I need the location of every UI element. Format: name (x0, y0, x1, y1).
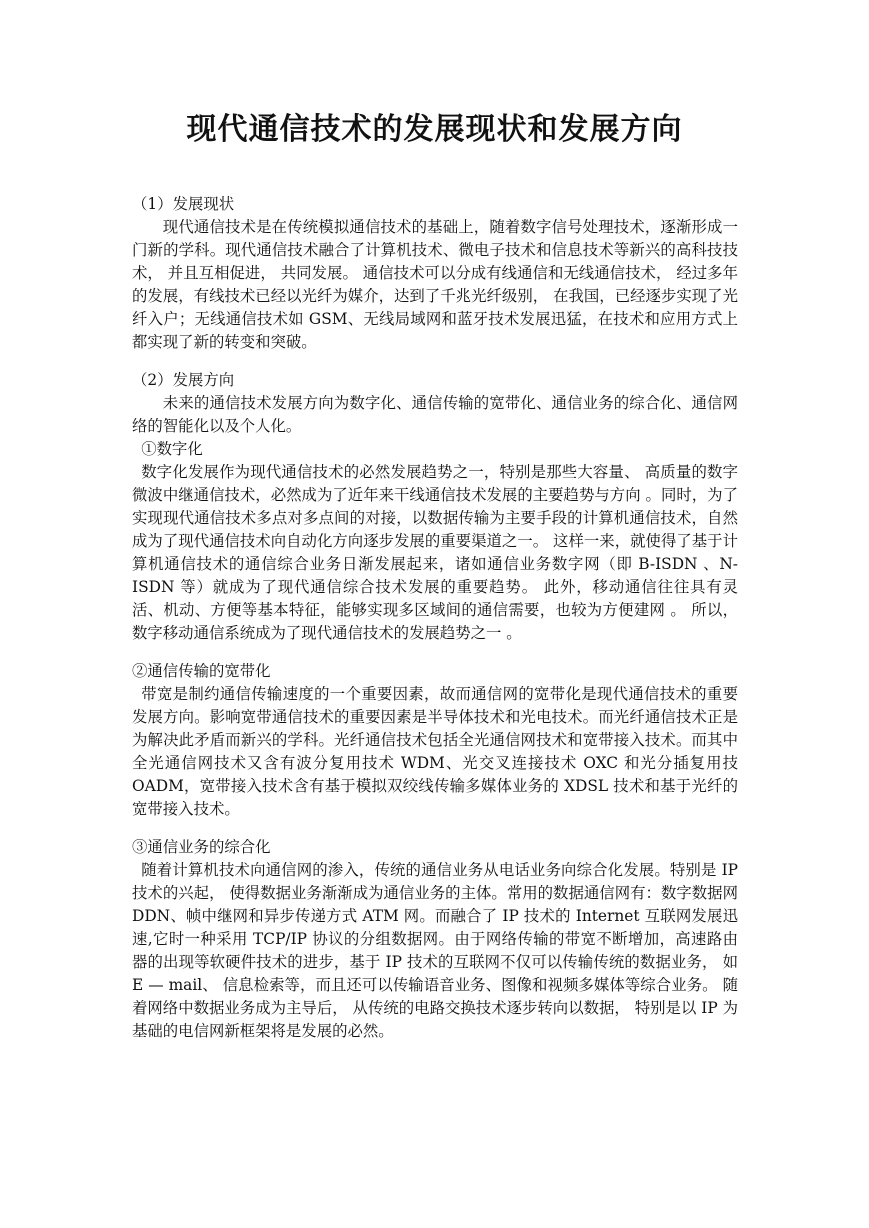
paragraph-direction-intro: 未来的通信技术发展方向为数字化、通信传输的宽带化、通信业务的综合化、通信网络的智能化以及个人化。 (132, 394, 738, 435)
document-body (132, 193, 738, 1043)
spacer (132, 645, 738, 660)
paragraph-broadband: 带宽是制约通信传输速度的一个重要因素，故而通信网的宽带化是现代通信技术的重要发展方向。影响宽带通信技术的重要因素是半导体技术和光电技术。而光纤通信技术正是为解决此矛盾而新兴的学科。光纤通信技术包括全光通信网技术和宽带接入技术。而其中全光通信网技术又含有波分复用技术 WDM、光交叉连接技术 OXC 和光分插复用技 OADM，宽带接入技术含有基于模拟双绞线传输多媒体业务的 XDSL 技术和基于光纤的宽带接入技术。 (132, 685, 738, 818)
subheading-broadband: ②通信传输的宽带化 (132, 662, 271, 680)
section-heading-direction: （2）发展方向 (132, 371, 235, 389)
subheading-digitalization: ①数字化 (141, 440, 203, 458)
spacer (132, 354, 738, 369)
document-title: 现代通信技术的发展现状和发展方向 (186, 112, 683, 147)
spacer (132, 821, 738, 836)
section-heading-status: （1）发展现状 (132, 195, 235, 213)
paragraph-status: 现代通信技术是在传统模拟通信技术的基础上，随着数字信号处理技术，逐渐形成一门新的学科。现代通信技术融合了计算机技术、微电子技术和信息技术等新兴的高科技技术， 并且互相促进， 共同发展。 通信技术可以分成有线通信和无线通信技术， 经过多年的发展，有线技术已经以光纤为媒介，达到了千兆光纤级别， 在我国，已经逐步实现了光纤入户；无线通信技术如 GSM、无线局域网和蓝牙技术发展迅猛，在技术和应用方式上都实现了新的转变和突破。 (132, 218, 738, 351)
paragraph-digitalization: 数字化发展作为现代通信技术的必然发展趋势之一，特别是那些大容量、 高质量的数字微波中继通信技术，必然成为了近年来干线通信技术发展的主要趋势与方向 。同时，为了实现现代通信技术多点对多点间的对接，以数据传输为主要手段的计算机通信技术，自然成为了现代通信技术向自动化方向逐步发展的重要渠道之一。 这样一来，就使得了基于计算机通信技术的通信综合业务日渐发展起来，诸如通信业务数字网（即 B-ISDN 、N-ISDN 等）就成为了现代通信综合技术发展的重要趋势。 此外，移动通信往往具有灵活、机动、方便等基本特征，能够实现多区域间的通信需要，也较为方便建网 。 所以，数字移动通信系统成为了现代通信技术的发展趋势之一 。 (132, 463, 738, 642)
subheading-integration: ③通信业务的综合化 (132, 838, 271, 856)
paragraph-integration: 随着计算机技术向通信网的渗入，传统的通信业务从电话业务向综合化发展。特别是 IP 技术的兴起， 使得数据业务渐渐成为通信业务的主体。常用的数据通信网有：数字数据网 DDN、帧中继网和异步传递方式 ATM 网。而融合了 IP 技术的 Internet 互联网发展迅速,它时一种采用 TCP/IP 协议的分组数据网。由于网络传输的带宽不断增加，高速路由器的出现等软硬件技术的进步，基于 IP 技术的互联网不仅可以传输传统的数据业务， 如 E — mail、 信息检索等，而且还可以传输语音业务、图像和视频多媒体等综合业务。 随着网络中数据业务成为主导后， 从传统的电路交换技术逐步转向以数据， 特别是以 IP 为基础的电信网新框架将是发展的必然。 (132, 861, 738, 1040)
